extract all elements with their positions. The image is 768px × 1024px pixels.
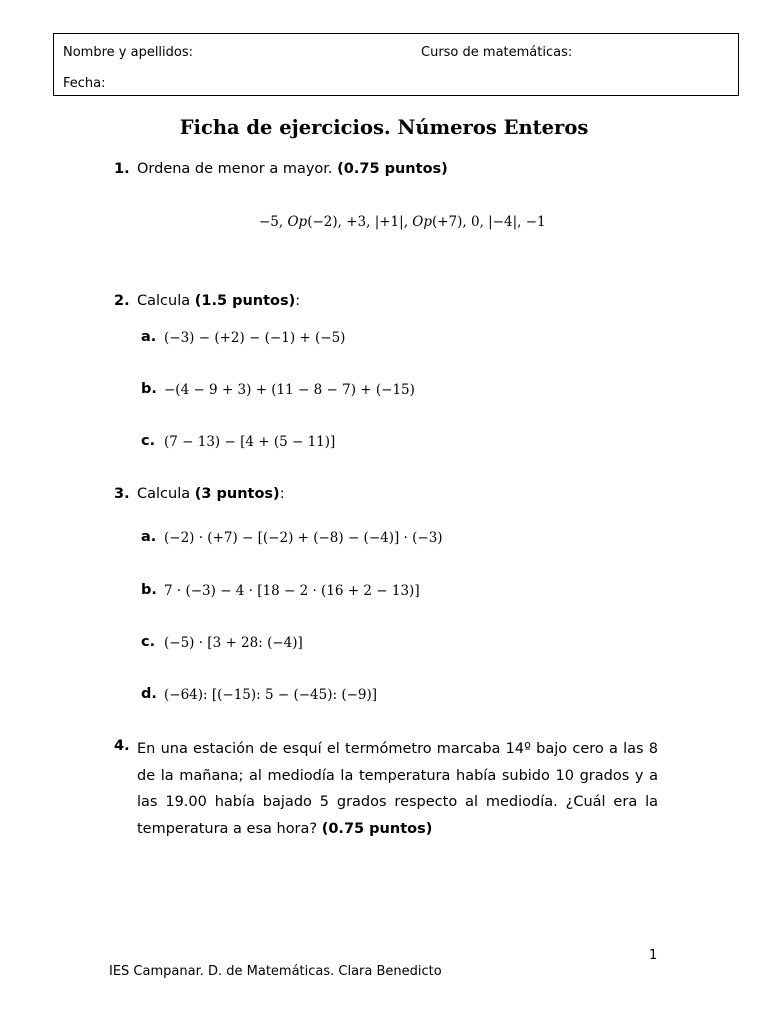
question-1-points: (0.75 puntos)	[337, 161, 448, 177]
question-2b-expression: −(4 − 9 + 3) + (11 − 8 − 7) + (−15)	[164, 382, 415, 398]
question-2-prompt	[137, 293, 300, 309]
question-3a-expression: (−2) · (+7) − [(−2) + (−8) − (−4)] · (−3)	[164, 530, 443, 546]
page-number: 1	[649, 948, 658, 963]
question-3-prompt	[137, 486, 285, 502]
page-title: Ficha de ejercicios. Números Enteros	[179, 116, 589, 139]
question-2a-expression: (−3) − (+2) − (−1) + (−5)	[164, 330, 346, 346]
course-label: Curso de matemáticas:	[421, 45, 573, 60]
question-4-prompt	[137, 736, 658, 842]
question-3-text: Calcula	[137, 486, 191, 502]
question-3-points: (3 puntos)	[194, 486, 280, 502]
question-4-text: En una estación de esquí el termómetro marcaba 14º bajo cero a las 8 de la mañana; al mediodía la temperatura había subido 10 grados y a las 19.00 había bajado 5 grados respecto al mediodía. ¿Cuál era la temperatura a esa hora?	[137, 741, 658, 837]
student-info-box	[53, 33, 739, 96]
question-3a-label: a.	[141, 529, 157, 545]
question-3d-expression: (−64): [(−15): 5 − (−45): (−9)]	[164, 687, 378, 703]
question-3d-label: d.	[141, 686, 157, 702]
question-3c-label: c.	[141, 634, 156, 650]
question-3-number: 3.	[114, 486, 130, 502]
question-2-number: 2.	[114, 293, 130, 309]
question-3b-expression: 7 · (−3) − 4 · [18 − 2 · (16 + 2 − 13)]	[164, 583, 420, 599]
question-1-text: Ordena de menor a mayor.	[137, 161, 333, 177]
question-3-colon: :	[279, 486, 285, 502]
question-1-prompt	[137, 161, 448, 177]
question-2-colon: :	[295, 293, 301, 309]
question-2c-expression: (7 − 13) − [4 + (5 − 11)]	[164, 434, 336, 450]
footer-text: IES Campanar. D. de Matemáticas. Clara Benedicto	[109, 964, 442, 979]
question-2-text: Calcula	[137, 293, 191, 309]
question-4-points: (0.75 puntos)	[321, 820, 433, 837]
date-label: Fecha:	[63, 76, 106, 91]
question-2c-label: c.	[141, 433, 156, 449]
question-1-number: 1.	[114, 161, 130, 177]
name-label: Nombre y apellidos:	[63, 45, 194, 60]
question-2a-label: a.	[141, 329, 157, 345]
question-2b-label: b.	[141, 381, 157, 397]
question-3c-expression: (−5) · [3 + 28: (−4)]	[164, 635, 303, 651]
question-3b-label: b.	[141, 582, 157, 598]
question-2-points: (1.5 puntos)	[194, 293, 296, 309]
question-1-expression: −5, 𝑂𝑝(−2), +3, |+1|, 𝑂𝑝(+7), 0, |−4|, −1	[259, 214, 546, 230]
question-4-number: 4.	[114, 738, 130, 754]
